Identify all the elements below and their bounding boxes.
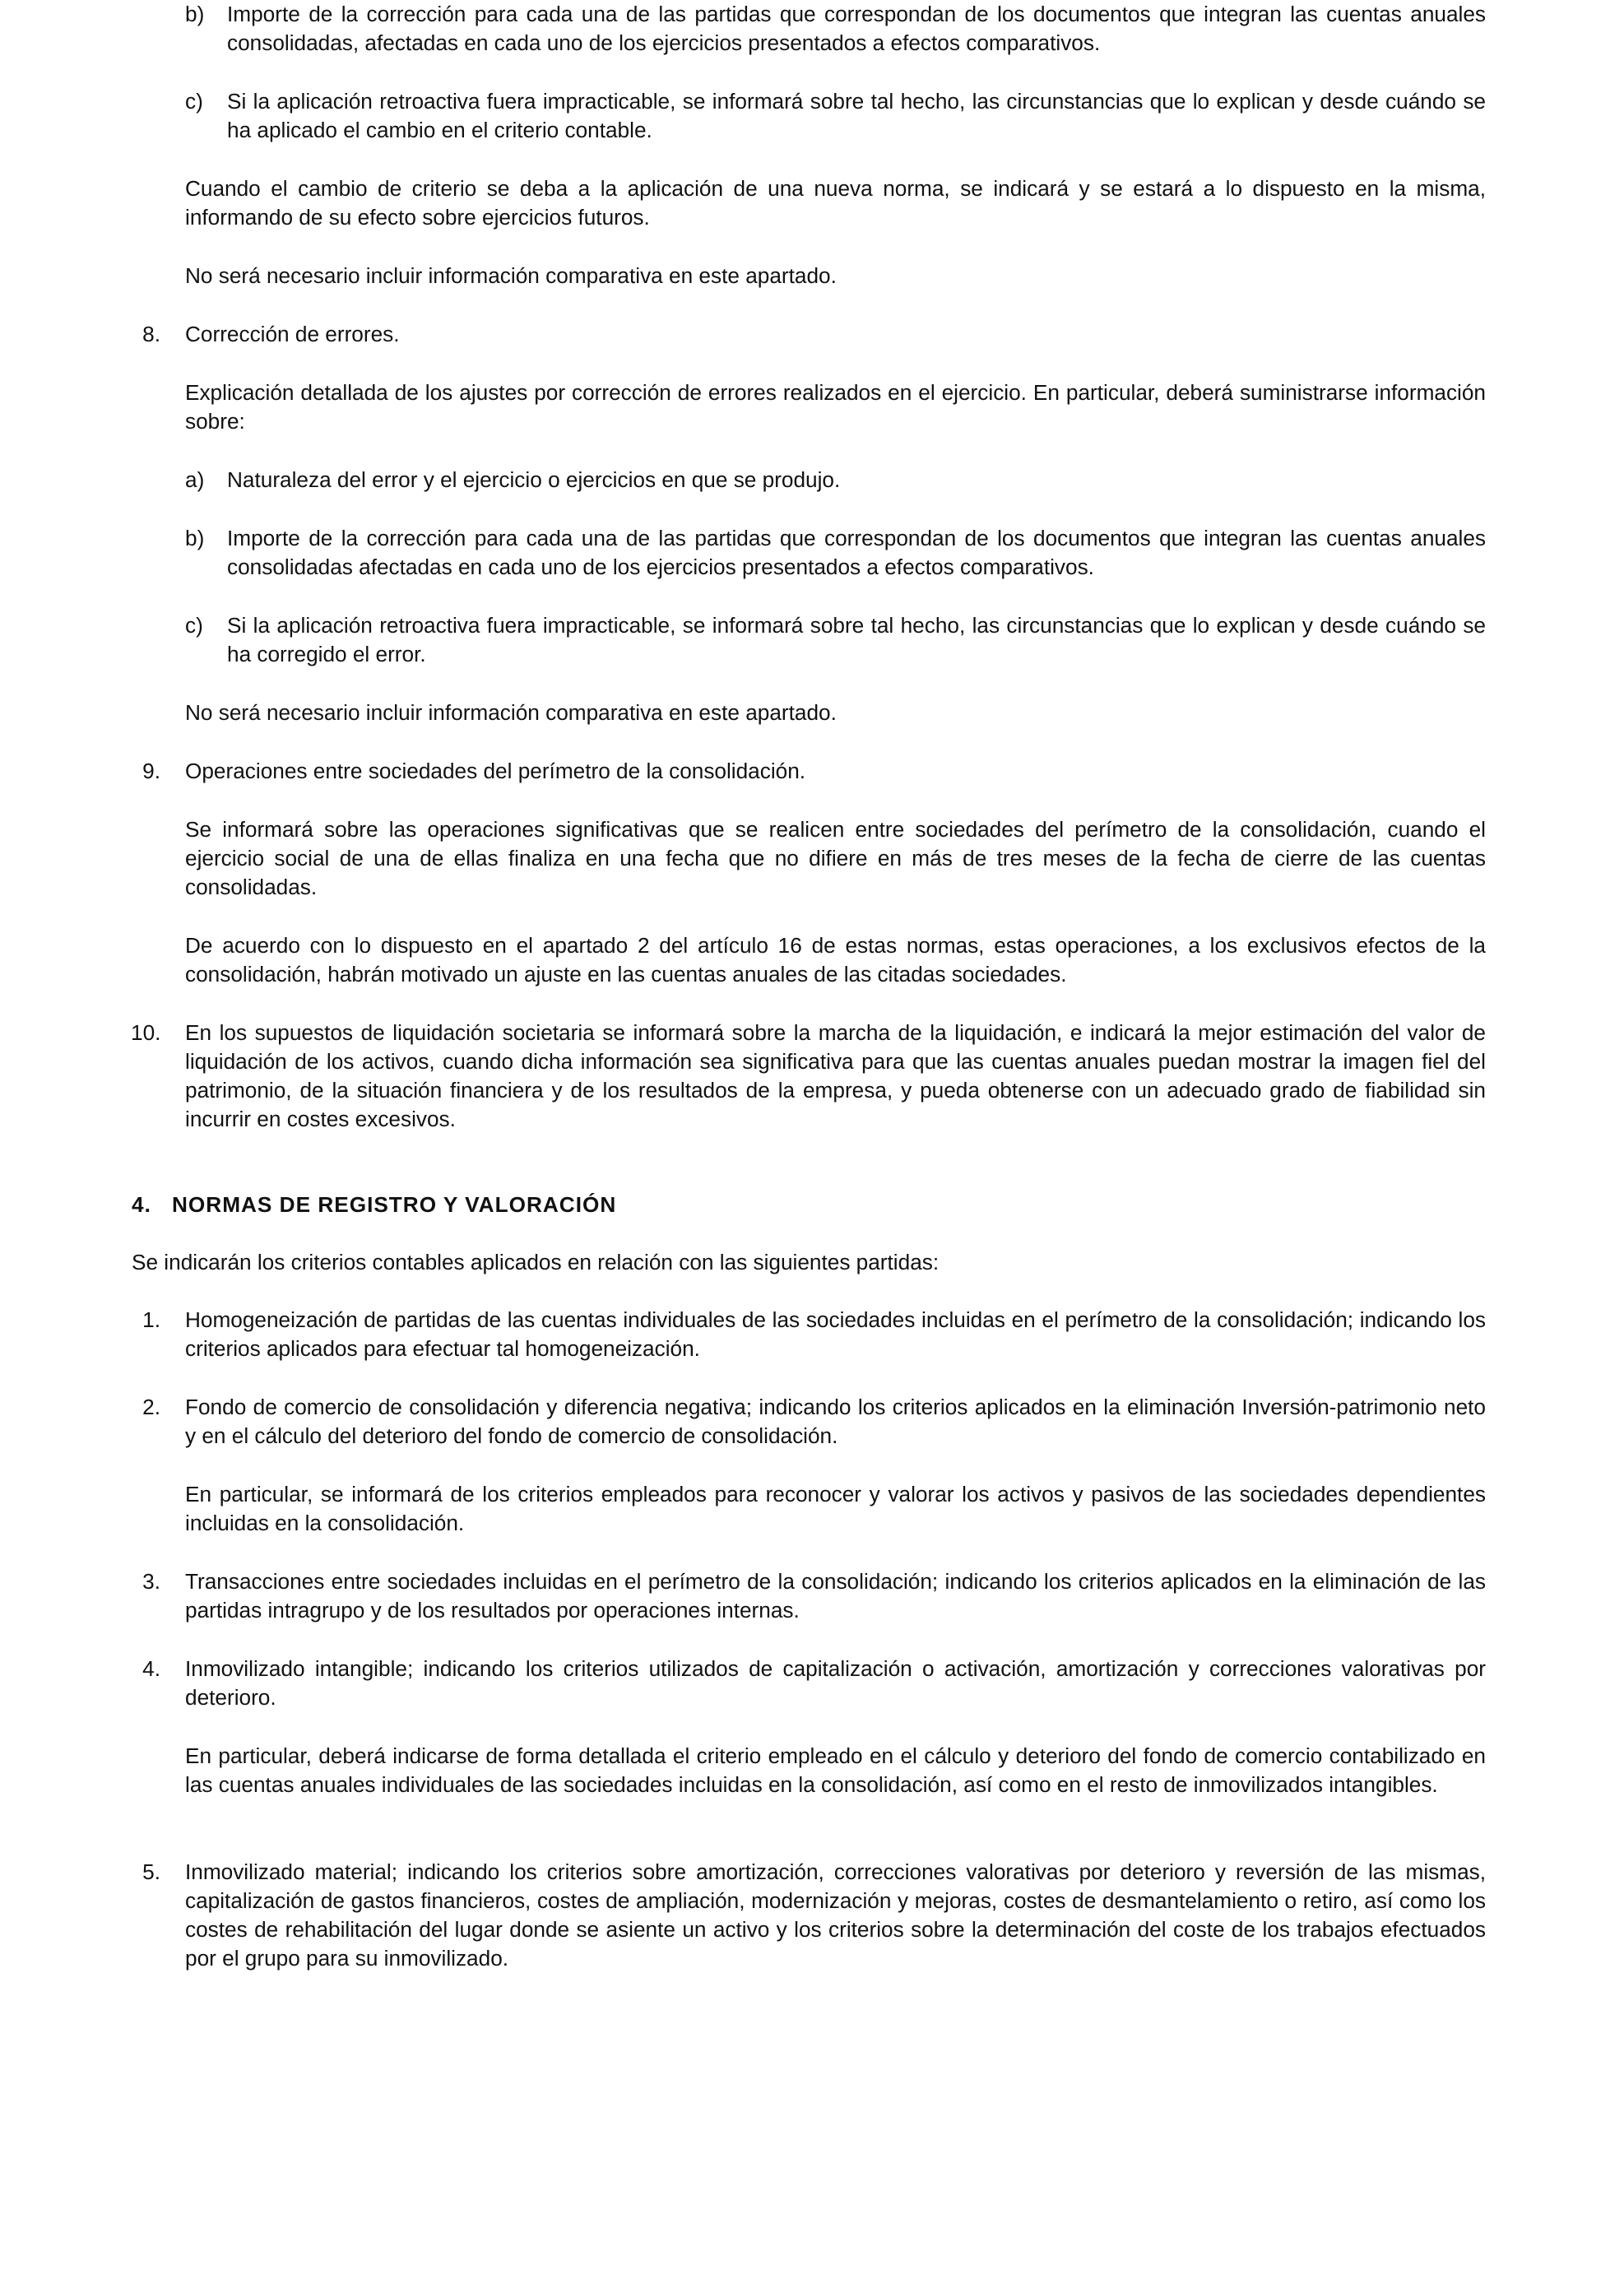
list-item-number: 4. [142,1656,160,1681]
list-item-10 [131,1019,1486,1134]
list-item-number: 2. [142,1395,160,1419]
paragraph-new-norm: Cuando el cambio de criterio se deba a la aplicación de una nueva norma, se indicará y se estará a lo dispuesto en la misma, informando de su efecto sobre ejercicios futuros. [185,176,1486,230]
sub-item-text: Importe de la corrección para cada una de las partidas que correspondan de los documentos que integran las cuentas anuales consolidadas afectadas en cada uno de los ejercicios presentados a efectos comparativos. [227,526,1486,579]
section-title: NORMAS DE REGISTRO Y VALORACIÓN [172,1192,617,1217]
item9-paragraph-1: Se informará sobre las operaciones significativas que se realicen entre sociedades del perímetro de la consolidación, cuando el ejercicio social de una de ellas finaliza en una fecha que no difiere en más de tres meses de la fecha de cierre de las cuentas consolidadas. [185,817,1486,899]
list-item-text: Inmovilizado intangible; indicando los criterios utilizados de capitalización o activación, amortización y correcciones valorativas por deterioro. [185,1656,1486,1710]
paragraph-no-comparative: No será necesario incluir información comparativa en este apartado. [185,263,837,288]
sub-item-label: c) [185,89,203,114]
list-item-number: 1. [142,1307,160,1332]
list-item-text: Inmovilizado material; indicando los criterios sobre amortización, correcciones valorativas por deterioro y reversión de las mismas, capitalización de gastos financieros, costes de ampliación, modernización y mejoras, costes de desmantelamiento o retiro, así como los costes de rehabilitación del lugar donde se asiente un activo y los criterios sobre la determinación del coste de los trabajos efectuados por el grupo para su inmovilizado. [185,1859,1486,1971]
list-item-number: 5. [142,1859,160,1884]
section4-item-2-extra: En particular, se informará de los criterios empleados para reconocer y valorar los activos y pasivos de las sociedades dependientes incluidas en la consolidación. [185,1482,1486,1535]
section-heading [132,1191,616,1219]
list-item-number: 10. [131,1020,161,1045]
sub-item-text: Importe de la corrección para cada una de las partidas que correspondan de los documentos que integran las cuentas anuales consolidadas, afectadas en cada uno de los ejercicios presentados a efectos comparativos. [227,2,1486,55]
list-item-text: Transacciones entre sociedades incluidas en el perímetro de la consolidación; indicando los criterios aplicados en la eliminación de las partidas intragrupo y de los resultados por operaciones internas. [185,1569,1486,1622]
sub-item-label: c) [185,613,203,638]
item8-sub-a [185,466,1486,494]
list-item-number: 9. [142,759,160,783]
list-item-8 [136,320,1486,349]
list-item-number: 3. [142,1569,160,1594]
section4-item-3 [136,1567,1486,1625]
list-item-title: Operaciones entre sociedades del perímetro de la consolidación. [185,759,806,783]
section4-item-4-extra: En particular, deberá indicarse de forma detallada el criterio empleado en el cálculo y deterioro del fondo de comercio contabilizado en las cuentas anuales individuales de las sociedades incluidas en la consolidación, así como en el resto de inmovilizados intangibles. [185,1743,1486,1797]
list-item-9 [136,757,1486,786]
sub-item-text: Si la aplicación retroactiva fuera impracticable, se informará sobre tal hecho, las circunstancias que lo explican y desde cuándo se ha corregido el error. [227,613,1486,666]
sub-item-label: b) [185,2,205,26]
item8-intro: Explicación detallada de los ajustes por corrección de errores realizados en el ejercicio. En particular, deberá suministrarse información sobre: [185,380,1486,434]
list-item-text: Homogeneización de partidas de las cuentas individuales de las sociedades incluidas en el perímetro de la consolidación; indicando los criterios aplicados para efectuar tal homogeneización. [185,1307,1486,1361]
section4-item-1 [136,1306,1486,1363]
sub-item-text: Si la aplicación retroactiva fuera impracticable, se informará sobre tal hecho, las circunstancias que lo explican y desde cuándo se ha aplicado el cambio en el criterio contable. [227,89,1486,142]
list-item-text: En los supuestos de liquidación societaria se informará sobre la marcha de la liquidación, e indicará la mejor estimación del valor de liquidación de los activos, cuando dicha información sea significativa para que las cuentas anuales puedan mostrar la imagen fiel del patrimonio, de la situación financiera y de los resultados de la empresa, y pueda obtenerse con un adecuado grado de fiabilidad sin incurrir en costes excesivos. [185,1020,1486,1131]
section-intro: Se indicarán los criterios contables aplicados en relación con las siguientes partidas: [132,1250,940,1274]
section4-item-5 [136,1858,1486,1973]
sub-item-label: a) [185,467,205,492]
item8-sub-c [185,611,1486,669]
section-number: 4. [132,1192,151,1217]
section4-item-4 [136,1655,1486,1712]
item9-paragraph-2: De acuerdo con lo dispuesto en el apartado 2 del artículo 16 de estas normas, estas operaciones, a los exclusivos efectos de la consolidación, habrán motivado un ajuste en las cuentas anuales de las citadas sociedades. [185,933,1486,986]
section4-item-2 [136,1393,1486,1451]
list-item-title: Corrección de errores. [185,322,400,346]
item8-sub-b [185,524,1486,582]
item8-no-comparative: No será necesario incluir información comparativa en este apartado. [185,700,837,725]
sub-item-c [185,87,1486,145]
list-item-text: Fondo de comercio de consolidación y diferencia negativa; indicando los criterios aplicados en la eliminación Inversión-patrimonio neto y en el cálculo del deterioro del fondo de comercio de consolidación. [185,1395,1486,1448]
sub-item-b [185,0,1486,58]
sub-item-text: Naturaleza del error y el ejercicio o ejercicios en que se produjo. [227,467,841,492]
sub-item-label: b) [185,526,205,550]
list-item-number: 8. [142,322,160,346]
